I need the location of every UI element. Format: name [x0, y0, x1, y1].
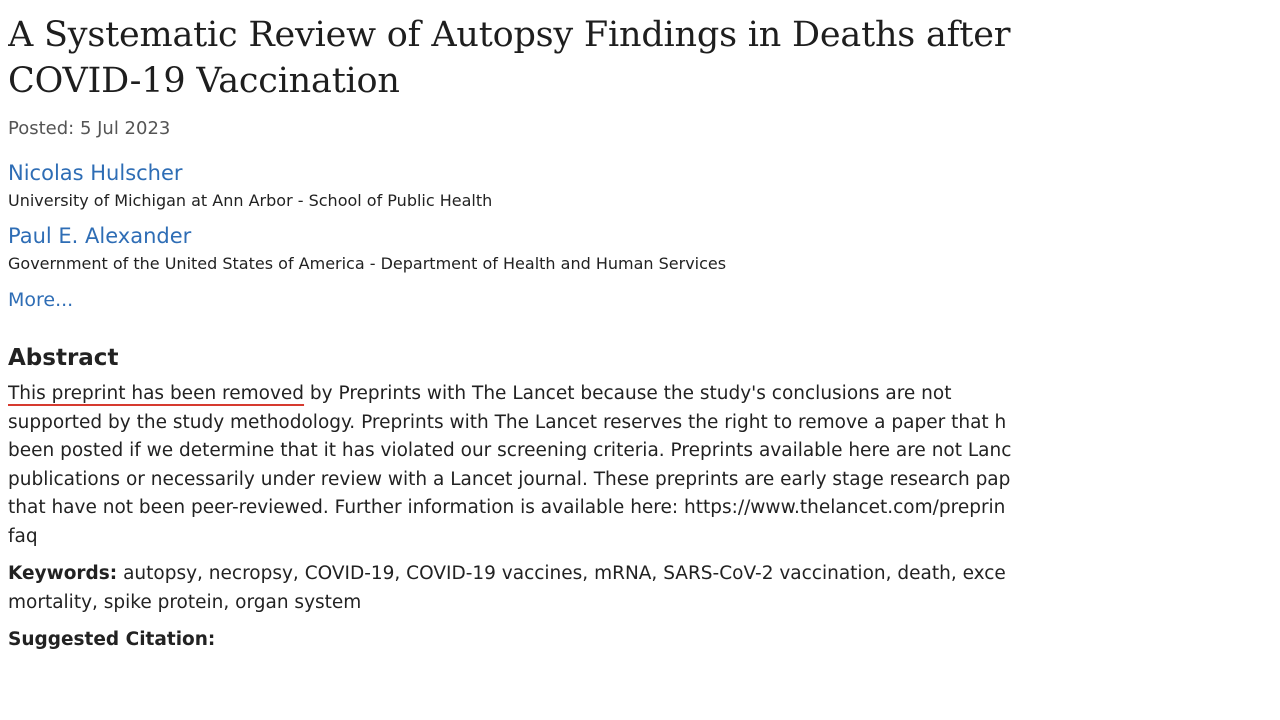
abstract-line-1 [8, 380, 1188, 409]
paper-title-line-2: COVID-19 Vaccination [8, 61, 400, 101]
suggested-citation-label: Suggested Citation: [8, 629, 216, 650]
abstract-line-5: that have not been peer-reviewed. Further information is available here: https://www.thelancet.com/preprin [8, 497, 1006, 518]
more-authors-link[interactable]: More... [8, 289, 74, 311]
paper-title [8, 12, 1188, 104]
keywords-line-1-text: autopsy, necropsy, COVID-19, COVID-19 vaccines, mRNA, SARS-CoV-2 vaccination, death, exce [117, 563, 1006, 584]
abstract-line-4: publications or necessarily under review with a Lancet journal. These preprints are early stage research pap [8, 468, 1011, 490]
author-link-alexander[interactable]: Paul E. Alexander [8, 224, 192, 248]
abstract-line-1-rest: by Preprints with The Lancet because the study's conclusions are not [304, 383, 952, 404]
paper-content [8, 0, 1188, 650]
keywords-line-2: mortality, spike protein, organ system [8, 591, 362, 613]
author-affiliation-alexander: Government of the United States of America - Department of Health and Human Services [8, 254, 727, 273]
abstract-line-3: been posted if we determine that it has violated our screening criteria. Preprints available here are not Lanc [8, 440, 1012, 461]
keywords [8, 560, 1188, 617]
abstract-line-6: faq [8, 525, 38, 547]
posted-date: Posted: 5 Jul 2023 [8, 118, 171, 139]
author-affiliation-hulscher: University of Michigan at Ann Arbor - School of Public Health [8, 191, 493, 210]
abstract-heading: Abstract [8, 345, 119, 371]
paper-title-line-1: A Systematic Review of Autopsy Findings in Deaths after [8, 15, 1011, 55]
abstract-line-2: supported by the study methodology. Preprints with The Lancet reserves the right to remove a paper that h [8, 411, 1007, 433]
keywords-label: Keywords: [8, 563, 118, 584]
removed-notice-highlight: This preprint has been removed [8, 383, 305, 404]
author-link-hulscher[interactable]: Nicolas Hulscher [8, 161, 183, 185]
abstract-text [8, 380, 1188, 551]
keywords-line-1 [8, 560, 1188, 589]
